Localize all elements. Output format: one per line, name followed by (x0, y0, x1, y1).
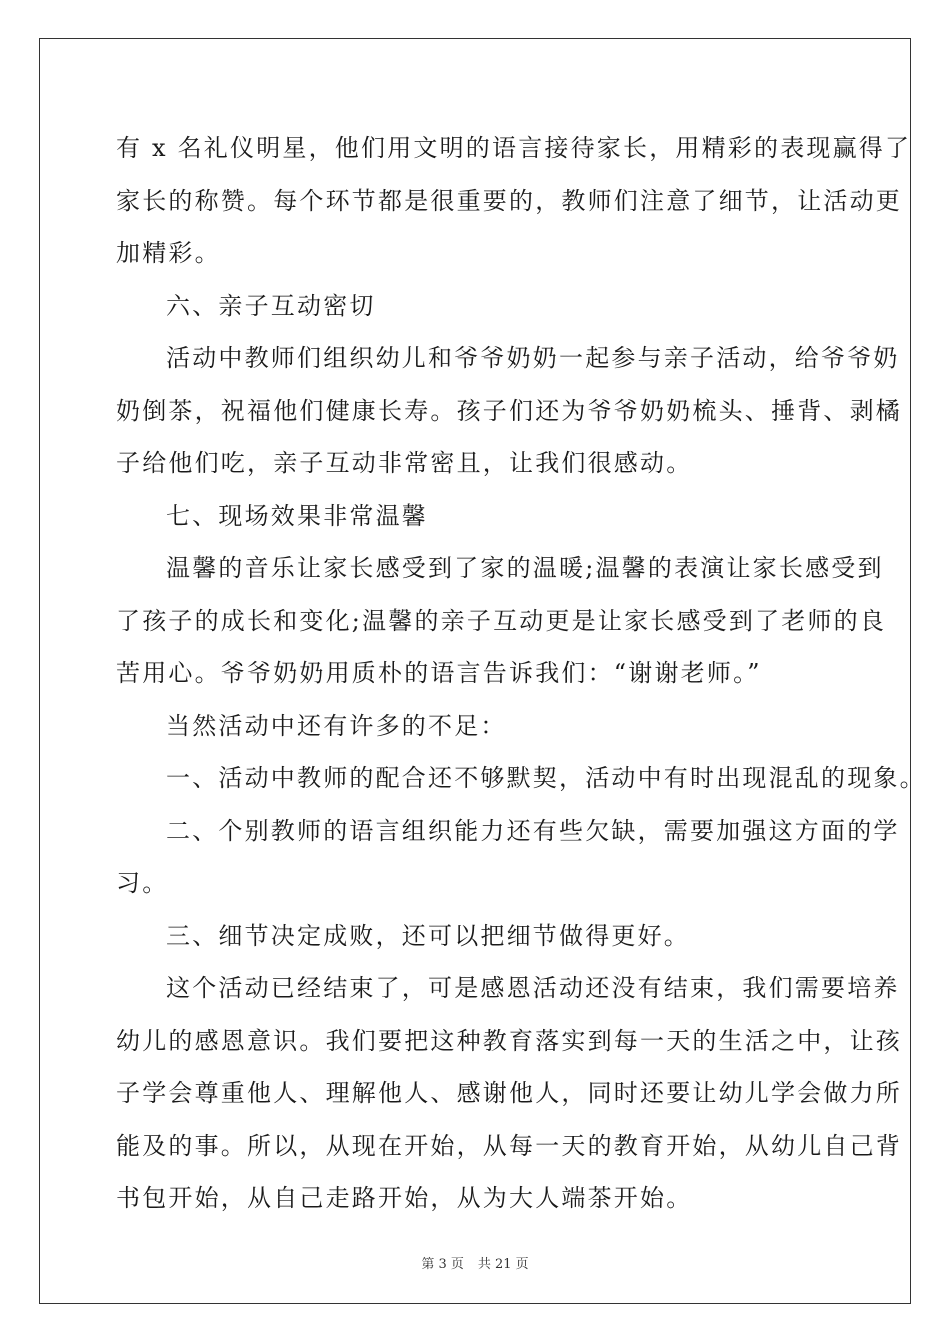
text-line: 活动中教师们组织幼儿和爷爷奶奶一起参与亲子活动，给爷爷奶 (166, 344, 900, 372)
text-line: 当然活动中还有许多的不足： (166, 711, 507, 740)
text-line: 苦用心。爷爷奶奶用质朴的语言告诉我们：“谢谢老师。” (116, 659, 762, 687)
text-line: 加精彩。 (116, 239, 221, 267)
text-line: 幼儿的感恩意识。我们要把这种教育落实到每一天的生活之中，让孩 (116, 1026, 902, 1055)
text-line: 温馨的音乐让家长感受到了家的温暖;温馨的表演让家长感受到 (166, 554, 884, 582)
text-line: 子给他们吃，亲子互动非常密且，让我们很感动。 (116, 449, 693, 477)
text-line: 子学会尊重他人、理解他人、感谢他人，同时还要让幼儿学会做力所 (116, 1079, 902, 1107)
text-line: 七、现场效果非常温馨 (166, 501, 428, 530)
text-line: 能及的事。所以，从现在开始，从每一天的教育开始，从幼儿自己背 (116, 1131, 902, 1160)
text-line: 二、个别教师的语言组织能力还有些欠缺，需要加强这方面的学 (166, 816, 900, 845)
document-body (116, 122, 926, 1225)
text-line: 有 x 名礼仪明星，他们用文明的语言接待家长，用精彩的表现赢得了 (116, 134, 912, 162)
page-footer (0, 1253, 950, 1272)
text-line: 了孩子的成长和变化;温馨的亲子互动更是让家长感受到了老师的良 (116, 606, 887, 635)
page-number: 第 3 页 (421, 1257, 464, 1272)
text-line: 这个活动已经结束了，可是感恩活动还没有结束，我们需要培养 (166, 974, 900, 1002)
text-line: 六、亲子互动密切 (166, 291, 376, 320)
text-line: 一、活动中教师的配合还不够默契，活动中有时出现混乱的现象。 (166, 764, 926, 792)
page-total: 共 21 页 (477, 1257, 529, 1272)
text-line: 习。 (116, 869, 169, 897)
text-line: 三、细节决定成败，还可以把细节做得更好。 (166, 921, 690, 950)
text-line: 家长的称赞。每个环节都是很重要的，教师们注意了细节，让活动更 (116, 186, 902, 215)
text-line: 奶倒茶，祝福他们健康长寿。孩子们还为爷爷奶奶梳头、捶背、剥橘 (116, 396, 902, 425)
text-line: 书包开始，从自己走路开始，从为大人端茶开始。 (116, 1184, 693, 1212)
